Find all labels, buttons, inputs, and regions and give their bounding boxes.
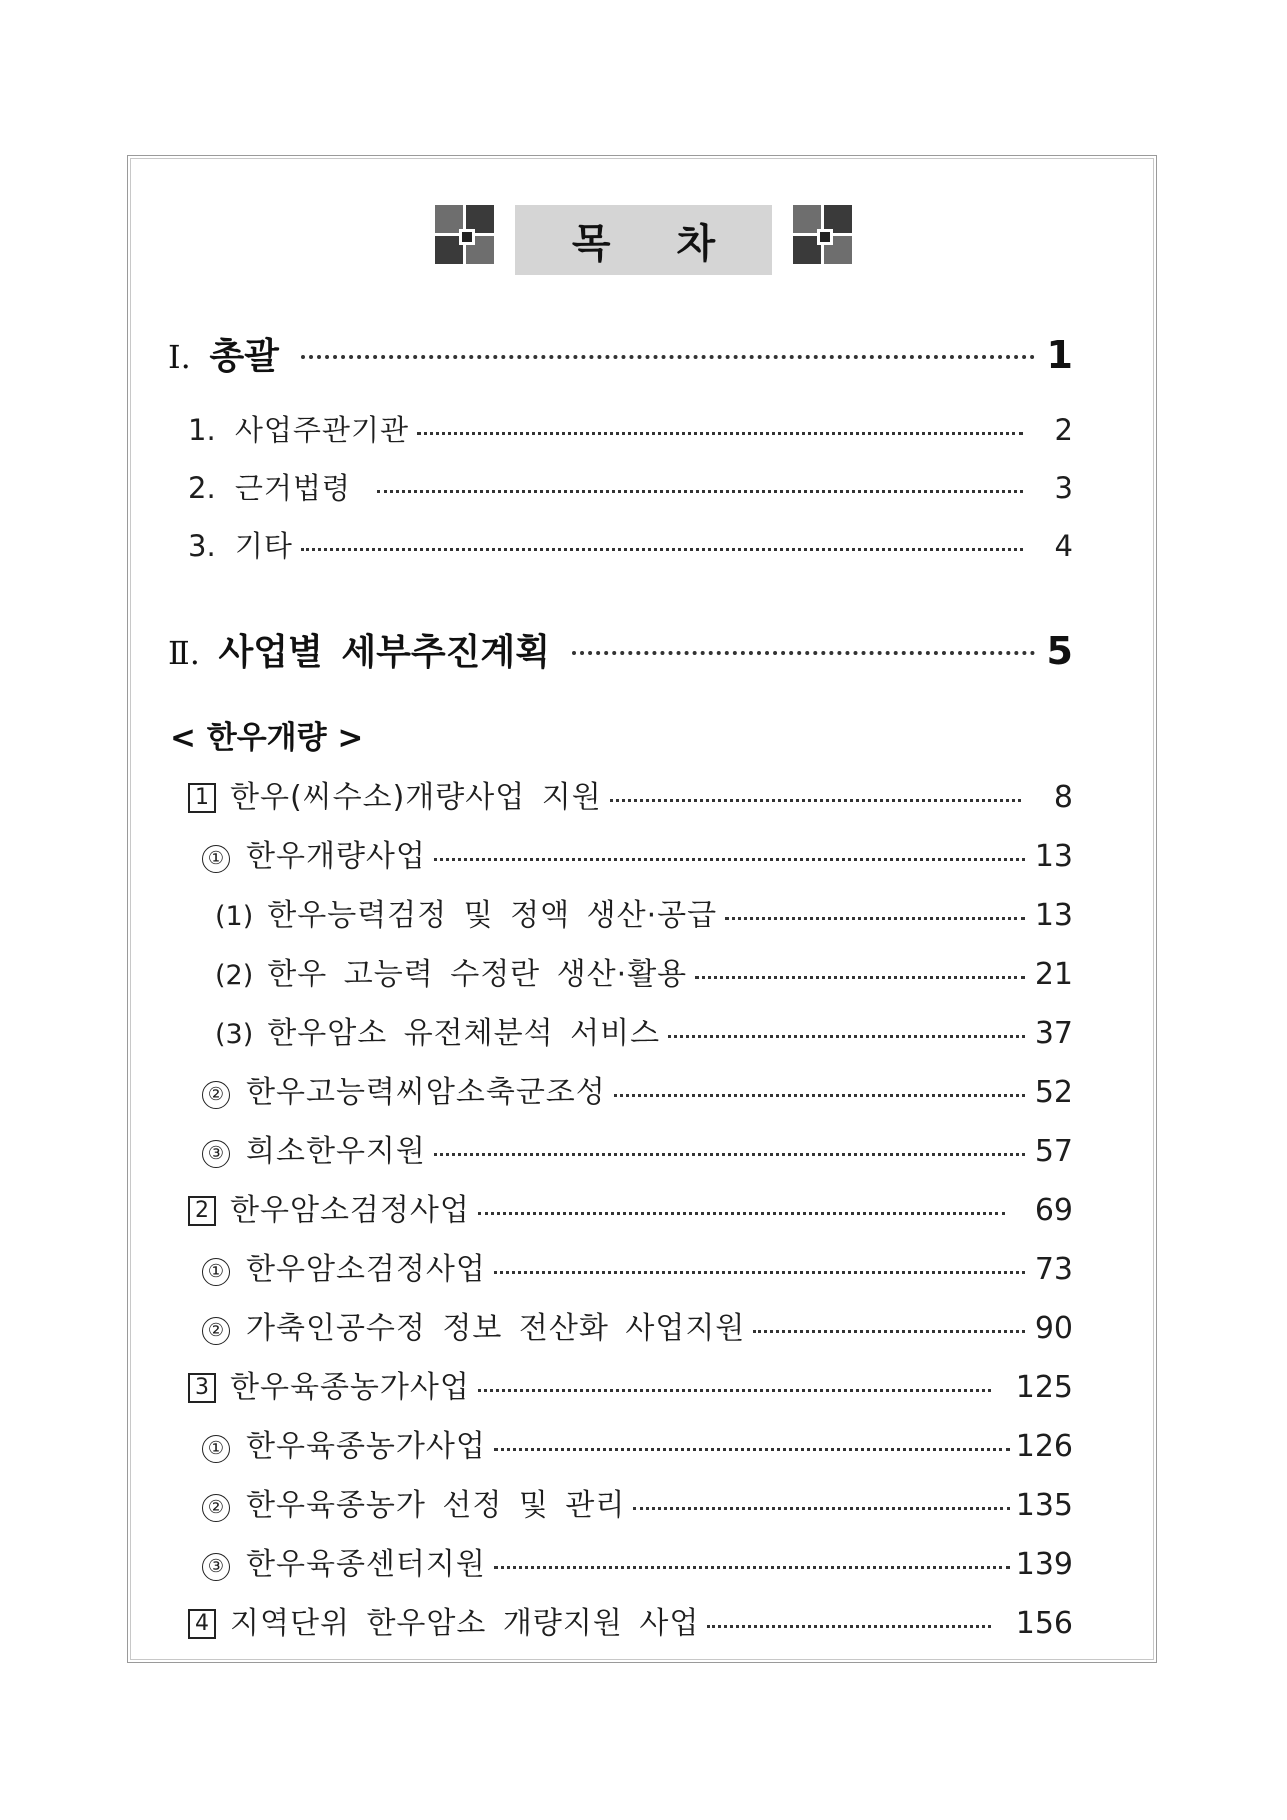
paren-number: (3)	[215, 1019, 254, 1050]
toc-entry[interactable]	[188, 1362, 1073, 1406]
entry-page: 52	[1034, 1075, 1073, 1110]
section-title: 사업주관기관	[234, 413, 409, 447]
toc-entry[interactable]	[215, 890, 1073, 934]
section-number: 2.	[188, 471, 216, 505]
dot-leader	[614, 1094, 1025, 1097]
entry-page: 135	[1015, 1488, 1073, 1523]
dot-leader	[668, 1035, 1025, 1038]
toc-entry[interactable]	[202, 1126, 1073, 1170]
dot-leader	[753, 1330, 1025, 1333]
entry-title: 한우고능력씨암소축군조성	[246, 1075, 606, 1110]
dot-leader	[707, 1625, 991, 1628]
entry-page: 37	[1034, 1016, 1073, 1051]
circled-number: ③	[202, 1553, 230, 1581]
circled-number: ①	[202, 1258, 230, 1286]
circled-number: ①	[202, 845, 230, 873]
square-grid-icon	[435, 205, 499, 269]
circled-number: ②	[202, 1317, 230, 1345]
paren-number: (2)	[215, 960, 254, 991]
toc-entry[interactable]	[215, 1008, 1073, 1052]
dot-leader	[610, 799, 1021, 802]
section-page: 3	[1054, 471, 1073, 505]
chapter-numeral: Ⅱ.	[168, 634, 200, 672]
section-page: 4	[1054, 529, 1073, 563]
circled-number: ③	[202, 1140, 230, 1168]
section-title: 근거법령	[234, 471, 351, 505]
entry-page: 156	[1015, 1606, 1073, 1641]
toc-section[interactable]	[188, 524, 1073, 565]
toc-entry[interactable]	[188, 1185, 1073, 1229]
toc-chapter-2[interactable]	[168, 624, 1073, 675]
circled-number: ①	[202, 1435, 230, 1463]
entry-title: 지역단위 한우암소 개량지원 사업	[230, 1606, 700, 1641]
entry-page: 90	[1034, 1311, 1073, 1346]
toc-entry[interactable]	[202, 1539, 1073, 1583]
paren-number: (1)	[215, 901, 254, 932]
square-grid-icon	[793, 205, 857, 269]
entry-title: 한우암소검정사업	[246, 1252, 486, 1287]
chapter-title: 총괄	[209, 336, 279, 377]
entry-page: 69	[1034, 1193, 1073, 1228]
entry-title: 가축인공수정 정보 전산화 사업지원	[246, 1311, 746, 1346]
dot-leader	[494, 1448, 1010, 1451]
section-number: 1.	[188, 413, 216, 447]
entry-title: 한우능력검정 및 정액 생산·공급	[267, 898, 718, 933]
toc-section[interactable]	[188, 408, 1073, 449]
entry-title: 한우 고능력 수정란 생산·활용	[267, 957, 688, 992]
chapter-numeral: Ⅰ.	[168, 338, 191, 376]
entry-title: 한우육종농가사업	[230, 1370, 470, 1405]
toc-section[interactable]	[188, 466, 1073, 507]
toc-entry[interactable]	[202, 1303, 1073, 1347]
toc-entry[interactable]	[215, 949, 1073, 993]
toc-entry[interactable]	[202, 1480, 1073, 1524]
entry-page: 21	[1034, 957, 1073, 992]
dot-leader	[301, 548, 1023, 551]
chapter-title: 사업별 세부추진계획	[218, 632, 550, 673]
entry-title: 한우(씨수소)개량사업 지원	[230, 780, 602, 815]
entry-page: 125	[1015, 1370, 1073, 1405]
title-box	[515, 205, 772, 275]
entry-page: 13	[1034, 839, 1073, 874]
entry-title: 희소한우지원	[246, 1134, 426, 1169]
entry-page: 57	[1034, 1134, 1073, 1169]
toc-entry[interactable]	[188, 1598, 1073, 1642]
toc-chapter-1[interactable]	[168, 328, 1073, 379]
dot-leader	[478, 1212, 1005, 1215]
entry-page: 13	[1034, 898, 1073, 933]
toc-entry[interactable]	[202, 831, 1073, 875]
dot-leader	[434, 858, 1025, 861]
dot-leader	[301, 355, 1035, 359]
boxed-number: 1	[188, 783, 216, 813]
dot-leader	[695, 976, 1025, 979]
chapter-page: 5	[1046, 629, 1073, 673]
entry-title: 한우암소 유전체분석 서비스	[267, 1016, 661, 1051]
boxed-number: 4	[188, 1609, 216, 1639]
page-title: 목 차	[571, 220, 742, 267]
toc-entry[interactable]	[202, 1067, 1073, 1111]
entry-title: 한우육종센터지원	[246, 1547, 486, 1582]
toc-entry[interactable]	[202, 1244, 1073, 1288]
toc-title-row	[0, 205, 1287, 275]
toc-entry[interactable]	[188, 772, 1073, 816]
chapter-page: 1	[1046, 333, 1073, 377]
entry-title: 한우암소검정사업	[230, 1193, 470, 1228]
group-label: < 한우개량 >	[170, 720, 364, 756]
dot-leader	[434, 1153, 1025, 1156]
dot-leader	[494, 1566, 1010, 1569]
entry-page: 73	[1034, 1252, 1073, 1287]
dot-leader	[377, 490, 1023, 493]
dot-leader	[633, 1507, 1009, 1510]
circled-number: ②	[202, 1081, 230, 1109]
dot-leader	[494, 1271, 1025, 1274]
entry-title: 한우개량사업	[246, 839, 426, 874]
section-page: 2	[1054, 413, 1073, 447]
dot-leader	[478, 1389, 991, 1392]
boxed-number: 3	[188, 1373, 216, 1403]
entry-title: 한우육종농가사업	[246, 1429, 486, 1464]
boxed-number: 2	[188, 1196, 216, 1226]
dot-leader	[417, 432, 1023, 435]
entry-page: 139	[1015, 1547, 1073, 1582]
entry-page: 8	[1053, 780, 1073, 815]
entry-page: 126	[1015, 1429, 1073, 1464]
section-number: 3.	[188, 529, 216, 563]
toc-entry[interactable]	[202, 1421, 1073, 1465]
dot-leader	[725, 917, 1025, 920]
dot-leader	[572, 651, 1035, 655]
entry-title: 한우육종농가 선정 및 관리	[246, 1488, 626, 1523]
section-title: 기타	[234, 529, 293, 563]
circled-number: ②	[202, 1494, 230, 1522]
